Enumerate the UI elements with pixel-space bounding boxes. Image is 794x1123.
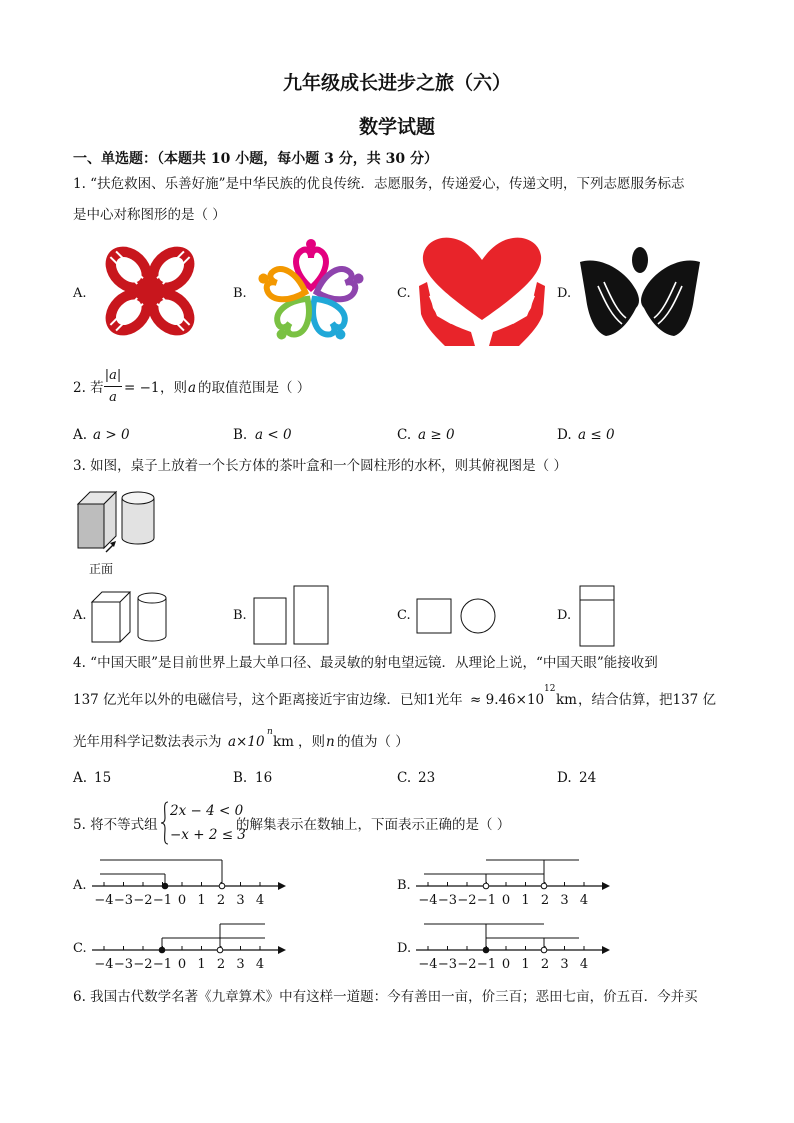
q4-line2-tail: ，结合估算，把137 亿: [578, 692, 717, 708]
tick-label: −3: [113, 893, 134, 908]
tick-label: 0: [177, 957, 187, 972]
q5-option-b-numberline: [414, 856, 614, 908]
filled-point: [483, 947, 489, 953]
tick-label: 2: [216, 893, 226, 908]
q3-option-a-label: A.: [73, 608, 87, 623]
tick-label: 2: [540, 893, 550, 908]
tick-label: 1: [197, 893, 206, 908]
open-point: [541, 947, 547, 953]
q2-option-b-text: a < 0: [255, 427, 292, 443]
tick-label: 3: [236, 893, 245, 908]
tick-label: 4: [579, 957, 589, 972]
q5-option-b-label: B.: [397, 878, 411, 893]
q2-option-d-label: D.: [557, 427, 572, 443]
q4-line3-var: n: [326, 734, 335, 750]
q5-option-d-label: D.: [397, 941, 412, 956]
tick-label: −1: [152, 893, 173, 908]
q2-frac-bar: [104, 386, 122, 387]
q2-option-d-text: a ≤ 0: [578, 427, 615, 443]
tick-label: −4: [94, 957, 114, 972]
axis-arrow: [278, 882, 286, 890]
tick-label: 3: [560, 957, 569, 972]
q4-line3-unit: km: [273, 734, 294, 750]
q4-option-b-label: B.: [233, 770, 248, 786]
tick-label: 4: [579, 893, 589, 908]
q2-option-a-label: A.: [73, 427, 88, 443]
q5-option-d-numberline: [414, 920, 614, 972]
q1-option-a-logo: [88, 232, 212, 350]
q4-line2-exponent: 12: [544, 684, 556, 694]
q4-option-b-text: 16: [255, 770, 273, 786]
tick-label: 1: [521, 893, 530, 908]
q3-option-b-label: B.: [233, 608, 247, 623]
q3-front-label: 正面: [89, 562, 114, 576]
q1-option-c-logo: [415, 236, 549, 348]
q2-prefix: 2. 若: [73, 380, 104, 396]
q5-inequality-1: 2x − 4 < 0: [170, 803, 244, 819]
q4-line2-text: 137 亿光年以外的电磁信号，这个距离接近宇宙边缘．已知1光年: [73, 692, 463, 708]
q4-option-c-text: 23: [418, 770, 436, 786]
tick-label: −2: [457, 893, 477, 908]
q1-option-d-logo: [578, 246, 702, 338]
tick-label: 4: [255, 893, 265, 908]
q5-prefix: 5. 将不等式组: [73, 817, 158, 833]
tick-label: 3: [560, 893, 569, 908]
tick-label: 0: [177, 893, 187, 908]
axis-arrow: [602, 882, 610, 890]
q5-option-c-numberline: [90, 920, 290, 972]
q5-suffix: 的解集表示在数轴上，下面表示正确的是（ ）: [236, 817, 511, 833]
q4-option-a-text: 15: [94, 770, 112, 786]
section-heading: 一、单选题：（本题共 10 小题，每小题 3 分，共 30 分）: [73, 151, 438, 167]
q6-line1: 6. 我国古代数学名著《九章算术》中有这样一道题：今有善田一亩，价三百；恶田七亩，价五百．今并买: [73, 989, 698, 1005]
q5-option-c-label: C.: [73, 941, 87, 956]
open-point: [219, 883, 225, 889]
q4-line3-then: ，则: [298, 734, 325, 750]
q2-option-b-label: B.: [233, 427, 248, 443]
q1-option-d-label: D.: [557, 286, 572, 301]
tick-label: −3: [437, 893, 458, 908]
q3-option-d-figure: [578, 584, 618, 648]
axis-arrow: [602, 946, 610, 954]
q4-option-a-label: A.: [73, 770, 88, 786]
tick-label: −1: [152, 957, 173, 972]
filled-point: [162, 883, 168, 889]
tick-label: −4: [418, 893, 438, 908]
tick-label: 0: [501, 893, 511, 908]
tick-label: 2: [216, 957, 226, 972]
q1-option-b-label: B.: [233, 286, 247, 301]
tick-label: −3: [437, 957, 458, 972]
q3-text: 3. 如图，桌子上放着一个长方体的茶叶盒和一个圆柱形的水杯，则其俯视图是（ ）: [73, 458, 567, 474]
q1-option-c-label: C.: [397, 286, 411, 301]
q3-option-b-figure: [252, 584, 332, 648]
q4-line2-unit: km: [556, 692, 577, 708]
tick-label: −2: [457, 957, 477, 972]
tick-label: 1: [197, 957, 206, 972]
q4-option-d-text: 24: [579, 770, 597, 786]
q3-figure: [76, 486, 160, 554]
q3-option-c-figure: [415, 596, 499, 636]
q4-line3-text: 光年用科学记数法表示为: [73, 734, 222, 750]
q1-line2: 是中心对称图形的是（ ）: [73, 207, 226, 223]
open-point: [541, 883, 547, 889]
q5-brace: [160, 800, 170, 846]
q2-mid: ，则: [160, 380, 187, 396]
q4-line3-tail: 的值为（ ）: [337, 734, 409, 750]
tick-label: −2: [133, 957, 153, 972]
page-subtitle: 数学试题: [358, 116, 435, 138]
tick-label: −3: [113, 957, 134, 972]
q4-line3-exponent: n: [267, 727, 273, 737]
q1-line1: 1. “扶危救困、乐善好施”是中华民族的优良传统．志愿服务，传递爱心，传递文明，下列志愿服务标志: [73, 176, 685, 192]
q2-suffix: 的取值范围是（ ）: [198, 380, 311, 396]
tick-label: 0: [501, 957, 511, 972]
q2-option-a-text: a > 0: [93, 427, 130, 443]
tick-label: −1: [476, 957, 497, 972]
q5-option-a-numberline: [90, 856, 290, 908]
q2-option-c-text: a ≥ 0: [418, 427, 455, 443]
q2-var: a: [188, 380, 197, 396]
open-point: [217, 947, 223, 953]
tick-label: −1: [476, 893, 497, 908]
open-point: [483, 883, 489, 889]
tick-label: −2: [133, 893, 153, 908]
axis-arrow: [278, 946, 286, 954]
filled-point: [159, 947, 165, 953]
q2-frac-den: a: [109, 390, 117, 405]
q2-eq: = −1: [124, 380, 160, 396]
tick-label: 4: [255, 957, 265, 972]
tick-label: 1: [521, 957, 530, 972]
q1-option-b-logo: [252, 238, 370, 348]
q2-frac-num: |a|: [104, 368, 122, 383]
q4-line1: 4. “中国天眼”是目前世界上最大单口径、最灵敏的射电望远镜．从理论上说，“中国天眼”能接收到: [73, 655, 658, 671]
q3-option-c-label: C.: [397, 608, 411, 623]
tick-label: −4: [94, 893, 114, 908]
q4-line2-approx: ≈ 9.46×10: [470, 692, 545, 708]
page-title: 九年级成长进步之旅（六）: [282, 72, 511, 94]
q5-option-a-label: A.: [73, 878, 87, 893]
q3-option-d-label: D.: [557, 608, 572, 623]
tick-label: 2: [540, 957, 550, 972]
tick-label: 3: [236, 957, 245, 972]
q4-option-c-label: C.: [397, 770, 412, 786]
q4-option-d-label: D.: [557, 770, 572, 786]
q2-option-c-label: C.: [397, 427, 412, 443]
q4-line3-expr: a×10: [228, 734, 265, 750]
q3-option-a-figure: [90, 588, 170, 646]
tick-label: −4: [418, 957, 438, 972]
q1-option-a-label: A.: [73, 286, 87, 301]
q5-inequality-2: −x + 2 ≤ 3: [170, 827, 246, 843]
